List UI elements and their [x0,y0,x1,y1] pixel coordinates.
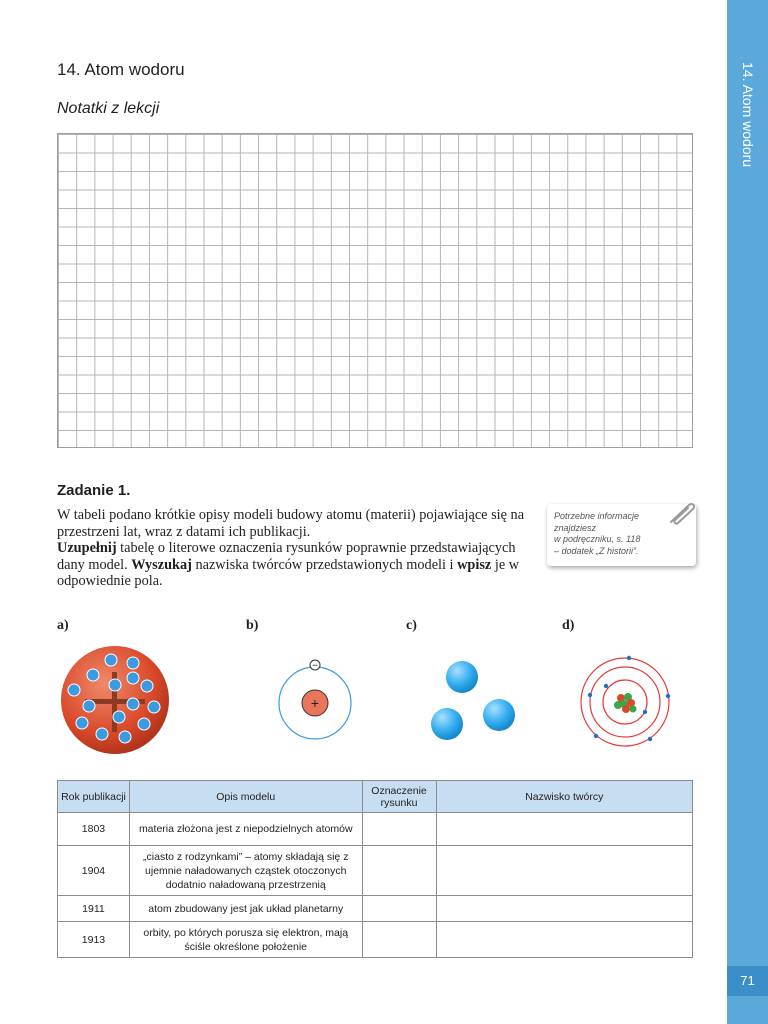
task-text [57,507,537,590]
electron-minus-sign: − [312,660,318,672]
electron [127,657,139,669]
task-bold-search: Wyszukaj [131,556,192,573]
table-header-row [58,781,693,813]
electron [68,684,80,696]
nucleus-cluster [614,693,637,713]
electron [119,731,131,743]
cell-year: 1913 [58,922,130,958]
atom-sphere [446,661,478,693]
electron [666,694,670,698]
electron [127,672,139,684]
table-row [58,896,693,922]
cell-author-input[interactable] [436,896,693,922]
cell-figure-label-input[interactable] [362,922,436,958]
hint-line-1: Potrzebne informacje [554,511,640,521]
electron [87,669,99,681]
bohr-model-figure [275,655,355,745]
electron [138,718,150,730]
task-bold-write: wpisz [457,556,492,573]
electron [96,728,108,740]
rutherford-model-figure [578,655,672,749]
table-row [58,846,693,896]
header-description: Opis modelu [129,781,362,813]
electron [594,734,598,738]
atom-models-table [57,780,693,958]
electron [141,680,153,692]
cell-author-input[interactable] [436,813,693,846]
hint-line-4: – dodatek „Z historii”. [554,545,639,556]
cell-description: „ciasto z rodzynkami” – atomy składają się z ujemnie naładowanych cząstek otoczonych dodatnio naładowaną przestrzenią [129,846,362,896]
table-row [58,813,693,846]
cell-figure-label-input[interactable] [362,846,436,896]
cell-description: materia złożona jest z niepodzielnych atomów [129,813,362,846]
electron [105,654,117,666]
atom-sphere [431,708,463,740]
electron [148,701,160,713]
header-figure-label: Oznaczenie rysunku [362,781,436,813]
header-author: Nazwisko twórcy [436,781,693,813]
dalton-atoms-figure [428,660,520,744]
task-title: Zadanie 1. [57,482,131,499]
cell-author-input[interactable] [436,922,693,958]
figure-label-d: d) [562,618,575,633]
table-row [58,922,693,958]
figure-label-b: b) [246,618,259,633]
page-title: 14. Atom wodoru [57,60,185,79]
task-bold-complete: Uzupełnij [57,540,117,556]
nucleus-plus-sign: + [310,695,320,711]
electron [604,684,608,688]
hint-line-2: znajdziesz [554,522,597,533]
cell-description: atom zbudowany jest jak układ planetarny [129,896,362,922]
side-bar [727,0,768,1024]
electron [76,717,88,729]
figure-label-a: a) [57,618,69,633]
notes-title: Notatki z lekcji [57,100,160,117]
header-year: Rok publikacji [58,781,130,813]
electron [627,656,631,660]
cell-year: 1911 [58,896,130,922]
cell-year: 1803 [58,813,130,846]
electron [113,711,125,723]
electron [109,679,121,691]
cell-year: 1904 [58,846,130,896]
paperclip-icon [665,500,697,526]
electron [643,710,647,714]
hint-text [554,511,674,557]
task-text-2: tabelę o literowe oznaczenia rysunków poprawnie przedstawiających dany model. [57,540,516,573]
task-text-4: je w odpowiednie pola. [57,556,520,589]
cell-author-input[interactable] [436,846,693,896]
electron [588,693,592,697]
notes-grid[interactable] [57,133,693,448]
hint-line-3: w podręczniku, s. 118 [554,534,641,544]
cell-description: orbity, po których porusza się elektron, mają ściśle określone położenie [129,922,362,958]
cell-figure-label-input[interactable] [362,813,436,846]
task-text-3: nazwiska twórców przedstawionych modeli i [191,556,458,573]
electron [127,698,139,710]
page-number: 71 [727,966,768,996]
electron [648,737,652,741]
side-chapter-title-text: 14. Atom wodoru [740,62,756,168]
side-chapter-title [727,62,768,222]
electron [83,700,95,712]
figure-label-c: c) [406,618,417,633]
task-paragraph-1: W tabeli podano krótkie opisy modeli budowy atomu (materii) pojawiające się na przestrzeni lat, wraz z datami ich publikacji. [57,507,525,540]
plum-pudding-model-figure [59,644,171,756]
cell-figure-label-input[interactable] [362,896,436,922]
atom-sphere [483,699,515,731]
